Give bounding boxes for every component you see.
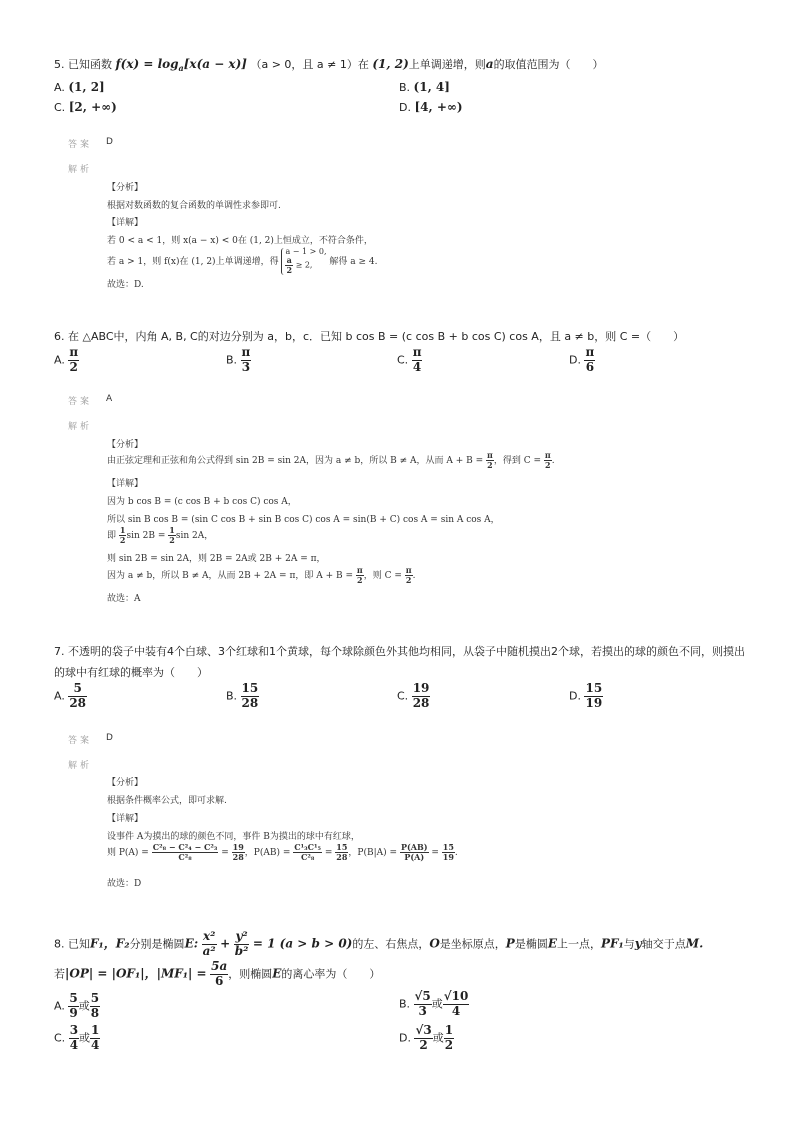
q5-answer-label: 答案 (68, 140, 93, 150)
q7-fenxi-label: 【分析】 (107, 778, 144, 788)
q7-stem-line2: 的球中有红球的概率为（ ） (54, 666, 208, 679)
q5-conclusion: 故选：D. (107, 280, 144, 290)
q6-conclusion: 故选：A (107, 594, 141, 604)
q5-option-b[interactable]: B. (1, 4] (399, 80, 450, 94)
q6-line5: 因为 a ≠ b，所以 B ≠ A，从而 2B + 2A = π，即 A + B = $\frac{\pi}{2}$ ，则 C = $\frac{\pi}{2}$ . (107, 565, 416, 585)
q5-stem: 5. 已知函数 $f(x) = \log_a[x(a - x)] (a > 0$，且 a ≠ 1）在 (1, 2)上单调递增，则a的取值范围为（ ） (54, 57, 604, 74)
q6-answer-label: 答案 (68, 397, 93, 407)
q8-option-b[interactable]: B. $\frac{√5}{3}$ 或 $\frac{√10}{4}$ (399, 989, 469, 1018)
q5-option-a[interactable]: A. (1, 2] (54, 80, 105, 94)
q7-conclusion: 故选：D (107, 879, 142, 889)
q6-answer: A (106, 394, 113, 404)
q6-analysis-label: 解析 (68, 422, 93, 432)
q7-xiangjie-label: 【详解】 (107, 814, 144, 824)
q5-answer: D (106, 137, 113, 147)
q7-answer: D (106, 733, 113, 743)
q8-option-a[interactable]: A. $\frac{5}{9}$ 或 $\frac{5}{8}$ (54, 991, 100, 1020)
q7-stem-line1: 7. 不透明的袋子中装有4个白球、3个红球和1个黄球，每个球除颜色外其他均相同，从袋子中随机摸出2个球，若摸出的球的颜色不同，则摸出 (54, 645, 745, 658)
q6-line1: 因为 b cos B = (c cos B + b cos C) cos A， (107, 497, 297, 507)
q5-fenxi-label: 【分析】 (107, 183, 144, 193)
q8-option-c[interactable]: C. $\frac{3}{4}$ 或 $\frac{1}{4}$ (54, 1023, 100, 1052)
q7-option-d[interactable]: D. $\frac{15}{19}$ (569, 681, 603, 710)
q6-option-a[interactable]: A. $\frac{\pi}{2}$ (54, 345, 79, 374)
q5-analysis-label: 解析 (68, 165, 93, 175)
q6-option-c[interactable]: C. $\frac{\pi}{4}$ (397, 345, 422, 374)
q7-option-a[interactable]: A. $\frac{5}{28}$ (54, 681, 87, 710)
q6-line3: 即 $\frac{1}{2}$ sin 2B = $\frac{1}{2}$ sin 2A， (107, 525, 214, 545)
q8-stem-line1: 8. 已知F₁，F₂分别是椭圆E: $\frac{\text{x²}}{\text{a²}}$ + $\frac{\text{y²}}{\text{b²}}$ = 1 (a > b > 0)的左、右焦点，O是坐标原点，P是椭圆E上一点，PF₁与y轴交于点M. (54, 929, 704, 958)
q7-option-c[interactable]: C. $\frac{19}{28}$ (397, 681, 430, 710)
q6-option-b[interactable]: B. $\frac{\pi}{3}$ (226, 345, 251, 374)
q8-stem-line2: 若|OP| = |OF₁|，|MF₁| = $\frac{5a}{6}$ ，则椭圆E的离心率为（ ） (54, 959, 381, 988)
q5-option-c[interactable]: C. [2, +∞) (54, 100, 117, 114)
q6-fenxi-text: 由正弦定理和正弦和角公式得到 sin 2B = sin 2A，因为 a ≠ b，所以 B ≠ A，从而 A + B = $\frac{\pi}{2}$ ，得到 C = $\frac{\pi}{2}$ . (107, 450, 555, 470)
q5-fenxi-text: 根据对数函数的复合函数的单调性求参即可. (107, 201, 281, 211)
q7-answer-label: 答案 (68, 736, 93, 746)
q7-option-b[interactable]: B. $\frac{15}{28}$ (226, 681, 259, 710)
q8-option-d[interactable]: D. $\frac{√3}{2}$ 或 $\frac{1}{2}$ (399, 1023, 454, 1052)
q6-stem: 6. 在 △ABC中，内角 A, B, C的对边分别为 a，b，c．已知 b cos B = (c cos B + b cos C) cos A，且 a ≠ b，则 C =（ ） (54, 330, 685, 343)
q5-line1: 若 0 < a < 1，则 x(a − x) < 0在 (1, 2)上恒成立，不符合条件， (107, 236, 373, 246)
q7-line2: 则 P(A) = $\frac{\text{C²₈ − C²₄ − C²₃}}{\text{C²₈}}$ = $\frac{19}{28}$ ，P(AB) = $\frac{\text{C¹₃C¹₅}}{\text{C²₈}}$ = $\frac{15}{28}$ ，P(B|A) = $\frac{P(AB)}{P(A)}$ = $\frac{15}{19}$ . (107, 842, 458, 862)
q6-xiangjie-label: 【详解】 (107, 479, 144, 489)
q6-line2: 所以 sin B cos B = (sin C cos B + sin B cos C) cos A = sin(B + C) cos A = sin A cos A， (107, 515, 500, 525)
q5-brace: a − 1 > 0, $\frac{a}{2}$ ≥ 2, (281, 248, 326, 275)
q7-fenxi-text: 根据条件概率公式，即可求解. (107, 796, 227, 806)
q7-analysis-label: 解析 (68, 761, 93, 771)
q5-option-d[interactable]: D. [4, +∞) (399, 100, 463, 114)
q6-option-d[interactable]: D. $\frac{\pi}{6}$ (569, 345, 595, 374)
q5-xiangjie-label: 【详解】 (107, 218, 144, 228)
q7-line1: 设事件 A为摸出的球的颜色不同，事件 B为摸出的球中有红球， (107, 832, 360, 842)
q6-fenxi-label: 【分析】 (107, 440, 144, 450)
q5-line2: 若 a > 1，则 f(x)在 (1, 2)上单调递增，得 a − 1 > 0, $\frac{a}{2}$ ≥ 2, 解得 a ≥ 4. (107, 247, 378, 276)
q6-line4: 则 sin 2B = sin 2A，则 2B = 2A或 2B + 2A = π， (107, 554, 326, 564)
